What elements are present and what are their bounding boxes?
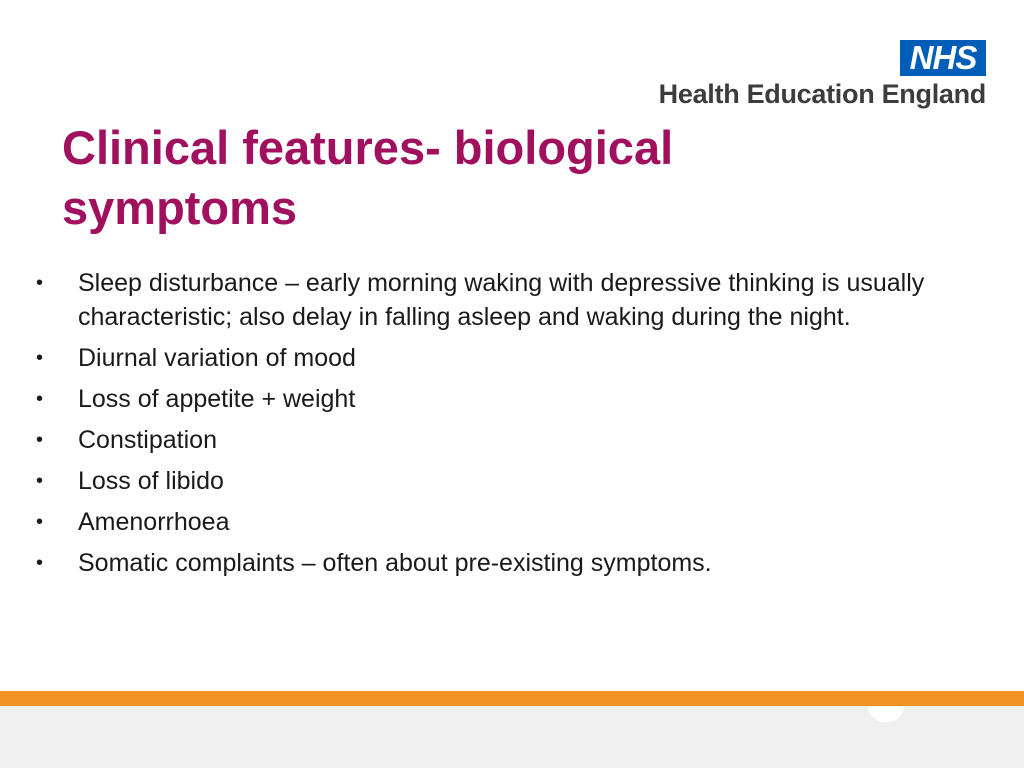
bullet-text: Loss of appetite + weight <box>78 385 356 413</box>
bullet-item <box>36 382 986 416</box>
nhs-logo-box: NHS <box>900 40 986 76</box>
bullet-text: Somatic complaints – often about pre-existing symptoms. <box>78 549 712 577</box>
bullet-icon: • <box>36 429 44 451</box>
footer-accent-bar <box>0 691 1024 706</box>
organisation-name: Health Education England <box>658 79 986 109</box>
bullet-item <box>36 266 986 334</box>
bullet-icon: • <box>36 511 44 533</box>
bullet-text: Constipation <box>78 426 217 454</box>
bullet-icon: • <box>36 272 44 294</box>
bullet-item <box>36 464 986 498</box>
bullet-item <box>36 505 986 539</box>
nhs-hee-logo <box>636 40 986 112</box>
bullet-text: Loss of libido <box>78 467 224 495</box>
bullet-item <box>36 546 986 580</box>
slide-title: Clinical features- biological symptoms <box>62 121 674 234</box>
bullet-icon: • <box>36 388 44 410</box>
bullet-item <box>36 423 986 457</box>
bullet-icon: • <box>36 347 44 369</box>
bullet-icon: • <box>36 470 44 492</box>
bullet-icon: • <box>36 552 44 574</box>
bullet-text: Diurnal variation of mood <box>78 344 356 372</box>
bullet-list <box>36 266 986 587</box>
bullet-text: Amenorrhoea <box>78 508 230 536</box>
bullet-item <box>36 341 986 375</box>
bullet-text: Sleep disturbance – early morning waking with depressive thinking is usually characteristic; also delay in falling asleep and waking during the night. <box>78 269 925 331</box>
